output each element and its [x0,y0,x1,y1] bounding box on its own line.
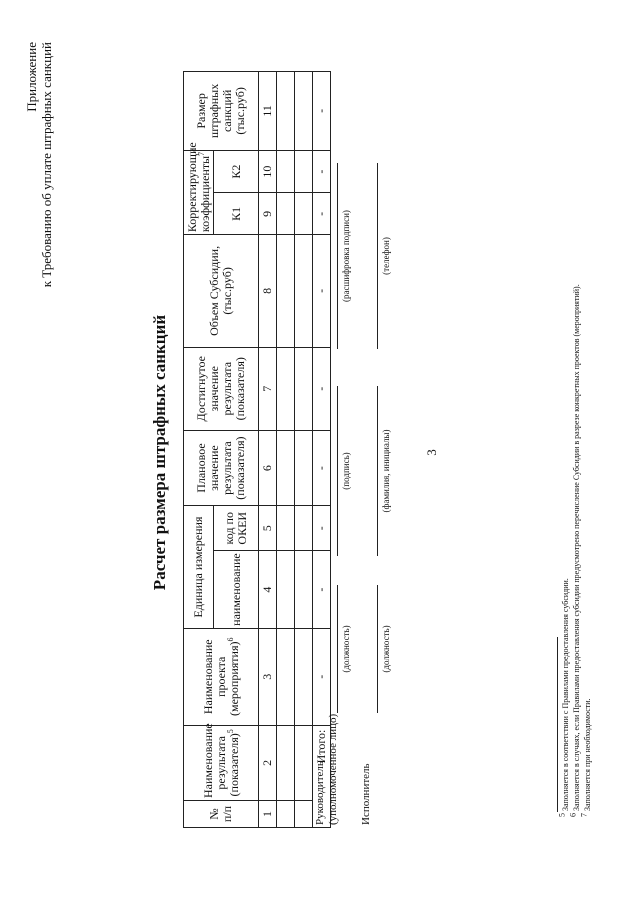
table-cell [277,506,295,551]
table-cell [277,551,295,629]
appendix-header [24,42,54,287]
header-coef: Корректирующие коэффициенты$^7$ [184,150,214,234]
total-cell: - [313,551,331,629]
total-cell: - [313,506,331,551]
table-cell [277,725,295,800]
caption-phone: (телефон) [381,237,391,275]
executor-fio-line [377,386,378,556]
table-row [277,72,295,828]
appendix-title: Приложение [24,42,39,112]
col-number: 7 [259,347,277,430]
head-decode-line [337,163,338,349]
table-cell [295,430,313,505]
col-number: 8 [259,235,277,348]
col-number: 4 [259,551,277,629]
col-number: 1 [259,801,277,828]
col-number: 11 [259,72,277,151]
caption-fio: (фамилия, инициалы) [381,429,391,513]
table-cell [295,725,313,800]
header-result-name: Наименование результата (показателя)$^5$ [184,725,259,800]
col-number: 9 [259,193,277,235]
header-planned: Плановое значение результата (показателя) [184,430,259,505]
table-cell [295,506,313,551]
header-k2: К2 [214,150,259,193]
header-k1: К1 [214,193,259,235]
total-cell: - [313,150,331,193]
footnote-7: $^7$ Заполняется при необходимости. [579,698,592,817]
total-cell: - [313,193,331,235]
table-cell [277,235,295,348]
header-num: № п/п [184,801,259,828]
table-cell [295,551,313,629]
header-row-1 [184,72,214,828]
header-achieved: Достигнутое значение результата (показателя) [184,347,259,430]
header-unit-code: код по ОКЕИ [214,506,259,551]
table-cell [277,347,295,430]
total-label: Итого: [313,725,331,827]
table-cell [295,235,313,348]
header-subsidy: Объем Субсидии, (тыс.руб) [184,235,259,348]
table-cell [277,430,295,505]
header-unit-name: наименование [214,551,259,629]
footnote-separator [557,637,558,812]
table-cell [295,72,313,151]
table-cell [277,193,295,235]
caption-position: (должность) [341,625,351,673]
table-cell [295,347,313,430]
head-label: Руководитель (уполномоченное лицо) [314,713,339,825]
table-cell [295,150,313,193]
head-position-line [337,585,338,713]
table-cell [277,801,295,828]
total-cell: - [313,430,331,505]
col-number: 2 [259,725,277,800]
executor-position-line [377,585,378,713]
total-cell: - [313,72,331,151]
appendix-subtitle: к Требованию об уплате штрафных санкций [39,42,54,288]
col-number: 3 [259,628,277,725]
total-cell: - [313,235,331,348]
header-project-name: Наименование проекта (мероприятия)$^6$ [184,628,259,725]
table-cell [277,150,295,193]
col-number: 6 [259,430,277,505]
col-number: 10 [259,150,277,193]
table-cell [295,193,313,235]
page-number: 3 [424,449,439,456]
header-penalty: Размер штрафных санкций (тыс.руб) [184,72,259,151]
table-row [295,72,313,828]
table-cell [277,628,295,725]
total-cell: - [313,347,331,430]
penalty-table [183,71,331,828]
column-numbers-row [259,72,277,828]
col-number: 5 [259,506,277,551]
head-signature-line [337,386,338,556]
caption-position: (должность) [381,625,391,673]
table-cell [295,801,313,828]
footnote-6: $^6$ Заполняется в случаях, если Правилами предоставления субсидии предусмотрено перечисление Субсидии в разрезе конкретных проектов (мероприятий). [568,284,581,817]
header-unit: Единица измерения [184,506,214,629]
table-cell [295,628,313,725]
document-title: Расчет размера штрафных санкций [150,314,169,591]
footnote-5: $^5$ Заполняется в соответствии с Правилами предоставления субсидии. [557,578,570,817]
caption-decode: (расшифровка подписи) [341,210,351,302]
table-cell [277,72,295,151]
executor-label: Исполнитель [360,763,372,825]
caption-signature: (подпись) [341,452,351,490]
total-cell: - [313,628,331,725]
executor-phone-line [377,163,378,349]
